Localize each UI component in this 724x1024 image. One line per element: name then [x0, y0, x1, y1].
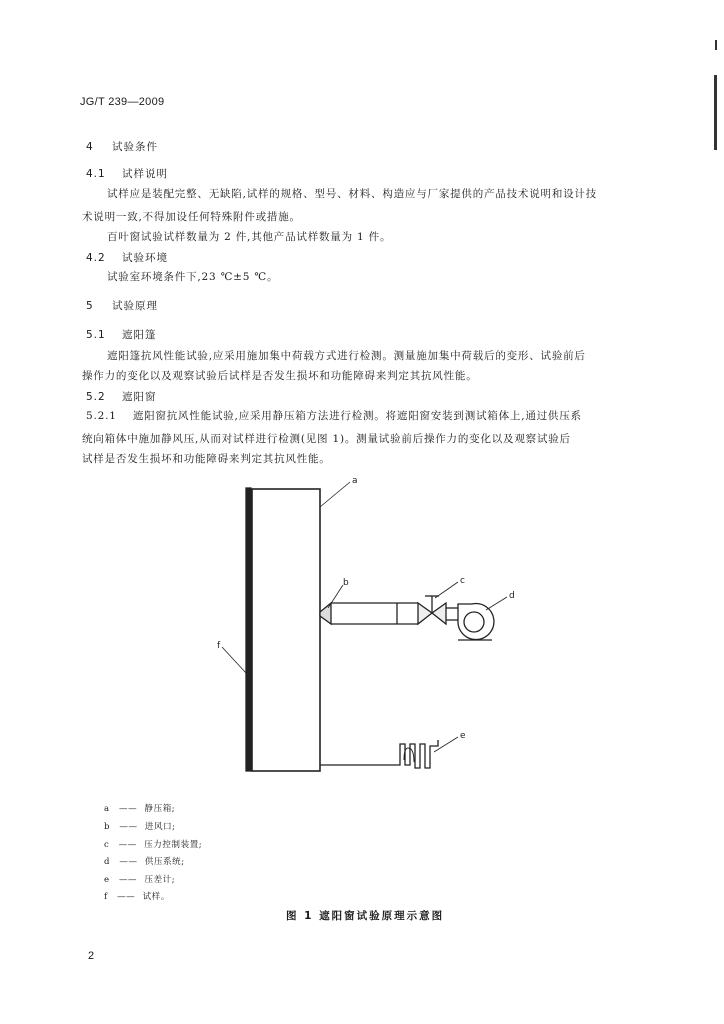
legend-dash: —— — [118, 840, 137, 850]
paragraph-line: 术说明一致,不得加设任何特殊附件或措施。 — [82, 211, 301, 223]
legend-key: d — [104, 857, 111, 867]
paragraph-line: 遮阳篷抗风性能试验,应采用施加集中荷载方式进行检测。测量施加集中荷载后的变形、试验前后 — [107, 350, 586, 362]
legend-dash: —— — [118, 875, 138, 885]
legend-dash: —— — [119, 857, 138, 867]
leader-line-b — [328, 585, 343, 608]
paragraph-line: 试验室环境条件下,23 ℃±5 ℃。 — [107, 271, 279, 283]
figure-caption: 图 1 遮阳窗试验原理示意图 — [286, 910, 445, 922]
paragraph-line: 统向箱体中施加静风压,从而对试样进行检测(见图 1)。测量试验前后操作力的变化以及观察试验后 — [82, 433, 571, 445]
leader-line-a — [320, 482, 350, 507]
legend-item — [104, 838, 202, 850]
legend-key: a — [104, 804, 110, 814]
legend-dash: —— — [117, 892, 136, 902]
section-number: 5.2.1 — [86, 410, 117, 422]
section-number: 5 — [86, 300, 94, 312]
section-number: 4 — [86, 141, 94, 153]
section-title: 试验环境 — [122, 252, 169, 264]
leader-line-f — [222, 647, 246, 673]
legend-key: e — [104, 875, 110, 885]
legend-key: f — [104, 892, 108, 902]
legend-text: 压差计; — [144, 875, 176, 885]
legend-dash: —— — [118, 804, 138, 814]
section-title: 试验原理 — [112, 300, 159, 312]
manometer-tube — [320, 740, 438, 768]
legend-item — [104, 855, 185, 867]
legend-text: 压力控制装置; — [144, 840, 203, 850]
section-number: 4.1 — [86, 168, 106, 180]
section-number: 5.1 — [86, 329, 106, 341]
figure-label-c: c — [460, 576, 465, 586]
legend-text: 供压系统; — [144, 857, 185, 867]
leader-line-d — [486, 597, 507, 610]
section-title: 试样说明 — [122, 168, 169, 180]
leader-line-c — [435, 582, 458, 598]
pressure-control-valve — [418, 603, 432, 624]
paragraph-line: 试样是否发生损坏和功能障碍来判定其抗风性能。 — [82, 453, 331, 465]
legend-item — [104, 820, 176, 832]
paragraph-line: 百叶窗试验试样数量为 2 件,其他产品试样数量为 1 件。 — [107, 231, 392, 243]
paragraph-line: 操作力的变化以及观察试验后试样是否发生损坏和功能障碍来判定其抗风性能。 — [82, 370, 478, 382]
figure-label-d: d — [509, 591, 515, 601]
fan-housing — [458, 604, 494, 640]
legend-item — [104, 890, 170, 902]
figure-label-e: e — [460, 731, 466, 741]
sample-plate — [246, 488, 251, 771]
page-number: 2 — [88, 950, 95, 962]
legend-text: 试样。 — [142, 892, 170, 902]
section-title: 试验条件 — [112, 141, 159, 153]
figure-label-f: f — [217, 641, 221, 651]
legend-item — [104, 802, 175, 814]
standard-number: JG/T 239—2009 — [80, 96, 165, 108]
legend-key: b — [104, 822, 111, 832]
paragraph-line: 试样应是装配完整、无缺陷,试样的规格、型号、材料、构造应与厂家提供的产品技术说明和设计技 — [107, 188, 598, 200]
legend-text: 静压箱; — [144, 804, 176, 814]
paragraph-text: 遮阳窗抗风性能试验,应采用静压箱方法进行检测。将遮阳窗安装到测试箱体上,通过供压系 — [132, 410, 582, 422]
static-pressure-box — [252, 489, 320, 771]
section-number: 4.2 — [86, 252, 106, 264]
legend-item — [104, 873, 175, 885]
figure-label-a: a — [352, 476, 358, 486]
legend-dash: —— — [119, 822, 138, 832]
legend-text: 进风口; — [144, 822, 176, 832]
pressure-control-valve — [432, 603, 446, 624]
legend-key: c — [104, 840, 110, 850]
figure-label-b: b — [343, 578, 349, 588]
section-number: 5.2 — [86, 391, 106, 403]
section-title: 遮阳窗 — [122, 391, 157, 403]
section-title: 遮阳篷 — [122, 329, 157, 341]
